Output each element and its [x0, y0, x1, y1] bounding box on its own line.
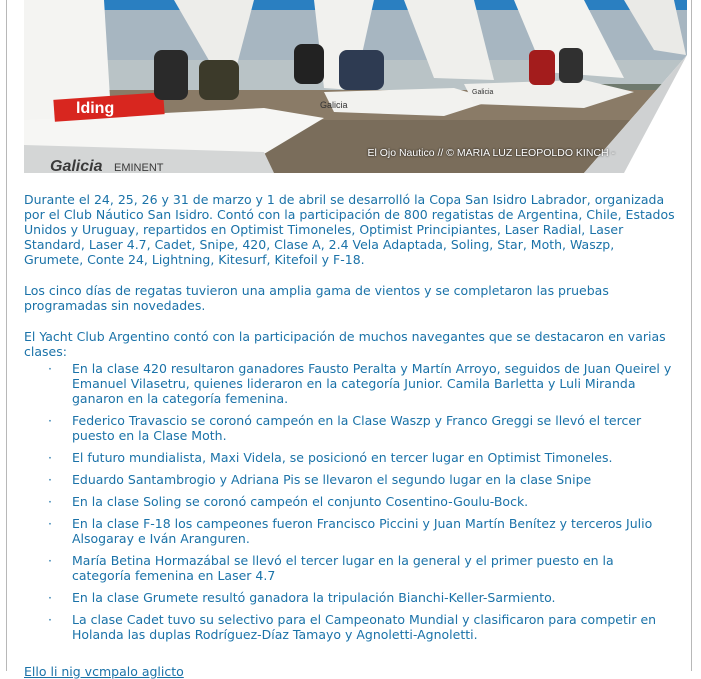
- photo-caption: El Ojo Nautico // © MARIA LUZ LEOPOLDO KINCH -: [367, 147, 615, 159]
- list-item: [24, 361, 676, 406]
- banner-sponsor-text: Galicia: [50, 158, 103, 173]
- results-list: [24, 361, 676, 642]
- bullet-icon: ·: [48, 590, 52, 605]
- list-item-text: En la clase Soling se coronó campeón el conjunto Cosentino-Goulu-Bock.: [72, 494, 529, 509]
- list-item: [24, 590, 676, 605]
- list-item: [24, 494, 676, 509]
- bullet-icon: ·: [48, 361, 52, 376]
- list-item-text: Federico Travascio se coronó campeón en la Clase Waszp y Franco Greggi se llevó el tercer puesto en la Clase Moth.: [72, 413, 642, 443]
- list-item: [24, 450, 676, 465]
- list-item: [24, 413, 676, 443]
- list-item: [24, 553, 676, 583]
- list-item: [24, 516, 676, 546]
- list-item-text: La clase Cadet tuvo su selectivo para el Campeonato Mundial y clasificaron para competir en Holanda las duplas Rodríguez-Díaz Tamayo y Agnoletti-Agnoletti.: [72, 612, 657, 642]
- list-item-text: En la clase F-18 los campeones fueron Francisco Piccini y Juan Martín Benítez y terceros Julio Alsogaray e Iván Aranguren.: [72, 516, 653, 546]
- sail-logo-1: Galicia: [320, 100, 348, 110]
- regatta-photo: [24, 0, 687, 173]
- bullet-icon: ·: [48, 612, 52, 627]
- banner-sponsor-text-2: EMINENT: [114, 162, 164, 173]
- bullet-icon: ·: [48, 450, 52, 465]
- list-item-text: Eduardo Santambrogio y Adriana Pis se llevaron el segundo lugar en la clase Snipe: [72, 472, 592, 487]
- bullet-icon: ·: [48, 472, 52, 487]
- intro-paragraph: Durante el 24, 25, 26 y 31 de marzo y 1 de abril se desarrolló la Copa San Isidro Labrador, organizada por el Club Náutico San Isidro. Contó con la participación de 800 regatistas de Argentina, Chile, Estados Unidos y Uruguay, repartidos en Optimist Timoneles, Optimist Principiantes, Laser Radial, Laser Standard, Laser 4.7, Cadet, Snipe, 420, Clase A, 2.4 Vela Adaptada, Soling, Star, Moth, Waszp, Grumete, Conte 24, Lightning, Kitesurf, Kitefoil y F-18.: [24, 192, 675, 267]
- article-body: [24, 192, 676, 649]
- club-paragraph: El Yacht Club Argentino contó con la participación de muchos navegantes que se destacaron en varias clases:: [24, 329, 666, 359]
- list-item: [24, 612, 676, 642]
- list-item-text: En la clase 420 resultaron ganadores Fausto Peralta y Martín Arroyo, seguidos de Juan Queirel y Emanuel Vilasetru, quienes lideraron en la categoría Junior. Camila Barletta y Luli Miranda ganaron en la categoría femenina.: [72, 361, 672, 406]
- bullet-icon: ·: [48, 553, 52, 568]
- sail-logo-2: Galicia: [472, 89, 494, 96]
- list-item-text: María Betina Hormazábal se llevó el tercer lugar en la general y el primer puesto en la categoría femenina en Laser 4.7: [72, 553, 614, 583]
- bullet-icon: ·: [48, 494, 52, 509]
- more-link[interactable]: Ello li nig vcmpalo aglicto: [24, 664, 184, 679]
- conditions-paragraph: Los cinco días de regatas tuvieron una amplia gama de vientos y se completaron las pruebas programadas sin novedades.: [24, 283, 609, 313]
- list-item-text: El futuro mundialista, Maxi Videla, se posicionó en tercer lugar en Optimist Timoneles.: [72, 450, 613, 465]
- list-item: [24, 472, 676, 487]
- hull-sponsor-text: lding: [76, 100, 115, 117]
- list-item-text: En la clase Grumete resultó ganadora la tripulación Bianchi-Keller-Sarmiento.: [72, 590, 556, 605]
- bullet-icon: ·: [48, 516, 52, 531]
- bullet-icon: ·: [48, 413, 52, 428]
